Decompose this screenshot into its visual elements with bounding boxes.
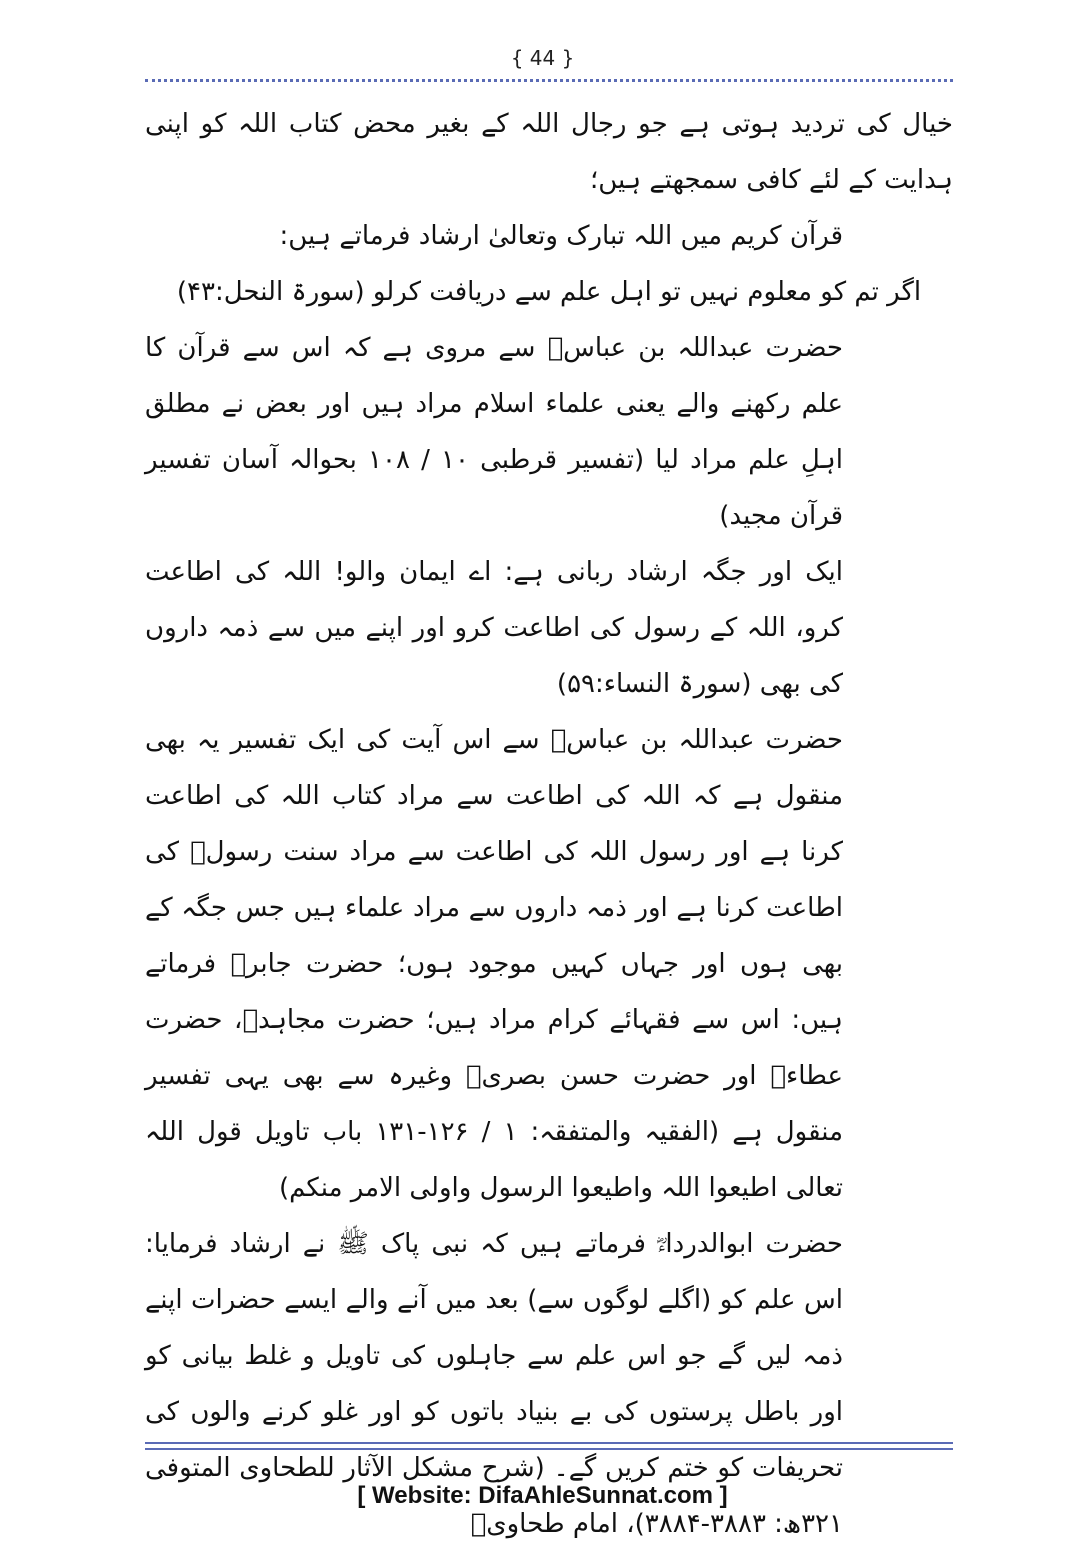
paragraph-ibn-abbas-1: حضرت عبداللہ بن عباسؓ سے مروی ہے کہ اس سے قرآن کا علم رکھنے والے یعنی علماء اسلام مراد ہیں اور بعض نے مطلق اہلِ علم مراد لیا (تفسیر قرطبی ۱۰ / ۱۰۸ بحوالہ آسان تفسیر قرآن مجید): [145, 333, 843, 531]
footer-divider: [145, 1442, 953, 1450]
page-body: [145, 96, 953, 1552]
paragraph-quran-intro: قرآن کریم میں اللہ تبارک وتعالیٰ ارشاد فرماتے ہیں:: [279, 221, 843, 251]
paragraph-nisa: ایک اور جگہ ارشاد ربانی ہے: اے ایمان والو! اللہ کی اطاعت کرو، اللہ کے رسول کی اطاعت کرو اور اپنے میں سے ذمہ داروں کی بھی (سورۃ النساء:۵۹): [145, 557, 843, 699]
paragraph-ibn-abbas-2: حضرت عبداللہ بن عباسؓ سے اس آیت کی ایک تفسیر یہ بھی منقول ہے کہ اللہ کی اطاعت سے مراد کتاب اللہ کی اطاعت کرنا ہے اور رسول اللہ کی اطاعت سے مراد سنت رسولؐ کی اطاعت کرنا ہے اور ذمہ داروں سے مراد علماء ہیں جس جگہ کے بھی ہوں اور جہاں کہیں موجود ہوں؛ حضرت جابرؓ فرماتے ہیں: اس سے فقہائے کرام مراد ہیں؛ حضرت مجاہدؒ، حضرت عطاءؒ اور حضرت حسن بصریؒ وغیرہ سے بھی یہی تفسیر منقول ہے (الفقیہ والمتفقہ: ۱ / ۱۲۶-۱۳۱ باب تاویل قول اللہ تعالی اطیعوا اللہ واطیعوا الرسول واولی الامر منکم): [145, 725, 843, 1203]
verse-nahl: اگر تم کو معلوم نہیں تو اہل علم سے دریافت کرلو (سورۃ النحل:۴۳): [176, 277, 922, 307]
header-divider: [145, 79, 953, 82]
website-footer: [ Website: DifaAhleSunnat.com ]: [357, 1482, 728, 1509]
paragraph-abu-darda: حضرت ابوالدرداءؓ فرماتے ہیں کہ نبی پاک ﷺ نے ارشاد فرمایا: اس علم کو (اگلے لوگوں سے) بعد میں آنے والے ایسے حضرات اپنے ذمہ لیں گے جو اس علم سے جاہلوں کی تاویل و غلط بیانی کو اور باطل پرستوں کی بے بنیاد باتوں کو اور غلو کرنے والوں کی تحریفات کو ختم کریں گے۔ (شرح مشکل الآثار للطحاوی المتوفی ۳۲۱ھ: ۳۸۸۳-۳۸۸۴)، امام طحاویؒ: [145, 1229, 843, 1539]
paragraph-intro: خیال کی تردید ہوتی ہے جو رجال اللہ کے بغیر محض کتاب اللہ کو اپنی ہدایت کے لئے کافی سمجھتے ہیں؛: [145, 109, 953, 195]
page-number: { 44 }: [510, 46, 575, 70]
